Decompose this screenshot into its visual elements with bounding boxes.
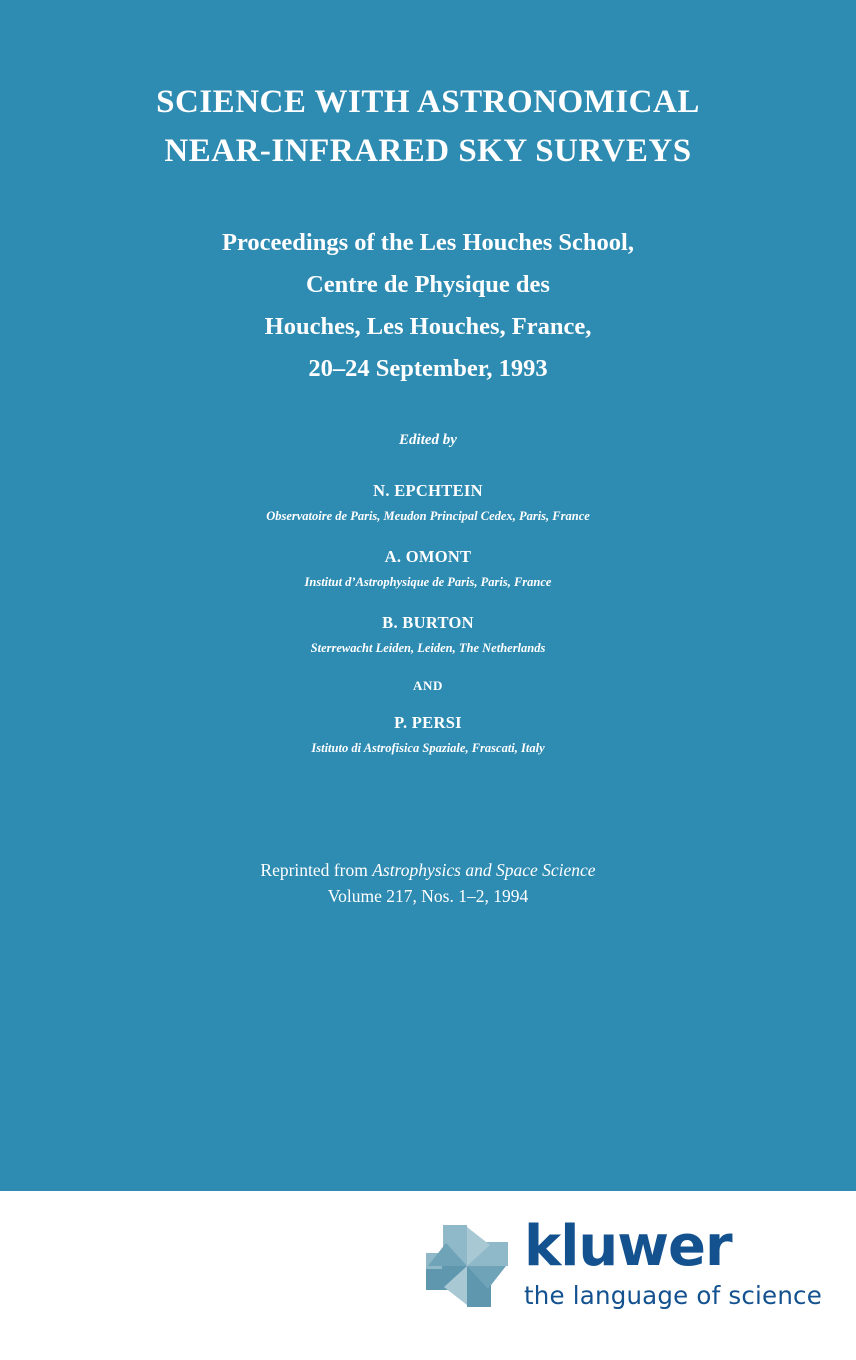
page-subtitle: [0, 222, 856, 390]
page-subtitle-line-3: Houches, Les Houches, France,: [264, 313, 592, 340]
editors-conjunction-label: AND: [413, 678, 443, 693]
edited-by-label: Edited by: [399, 432, 457, 448]
reprint-line-2: Volume 217, Nos. 1–2, 1994: [327, 886, 529, 906]
page-subtitle-line-4: 20–24 September, 1993: [308, 355, 548, 382]
editor-name: A. OMONT: [384, 547, 472, 566]
reprint-journal-title: Astrophysics and Space Science: [372, 860, 596, 880]
editor-affiliation: Istituto di Astrofisica Spaziale, Frascati, Italy: [311, 741, 545, 755]
page-subtitle-line-2: Centre de Physique des: [306, 271, 550, 298]
publisher-brand-name: kluwer: [523, 1214, 732, 1279]
publisher-wordmark: [523, 1214, 822, 1311]
reprint-prefix: Reprinted from: [260, 860, 373, 880]
list-item: [0, 480, 856, 526]
reprint-notice: [0, 857, 856, 909]
editor-name: B. BURTON: [382, 613, 474, 632]
publisher-footer: [0, 1191, 856, 1360]
editor-list: [0, 480, 856, 778]
page-title-line-2: NEAR-INFRARED SKY SURVEYS: [164, 133, 692, 169]
kluwer-pinwheel-logo-icon: [424, 1223, 510, 1309]
list-item: [0, 712, 856, 758]
editor-name: P. PERSI: [394, 713, 462, 732]
publisher-tagline: the language of science: [523, 1281, 822, 1310]
editor-affiliation: Observatoire de Paris, Meudon Principal Cedex, Paris, France: [266, 509, 590, 523]
editor-affiliation: Sterrewacht Leiden, Leiden, The Netherlands: [310, 641, 546, 655]
page-title-line-1: SCIENCE WITH ASTRONOMICAL: [156, 84, 700, 120]
page-title: [0, 78, 856, 176]
reprint-line-1: [0, 857, 856, 883]
editor-affiliation: Institut d’Astrophysique de Paris, Paris, France: [304, 575, 552, 589]
list-item: [0, 546, 856, 592]
editor-name: N. EPCHTEIN: [373, 481, 483, 500]
list-item: [0, 612, 856, 658]
page-subtitle-line-1: Proceedings of the Les Houches School,: [222, 229, 634, 256]
publisher-logo: [424, 1214, 822, 1332]
